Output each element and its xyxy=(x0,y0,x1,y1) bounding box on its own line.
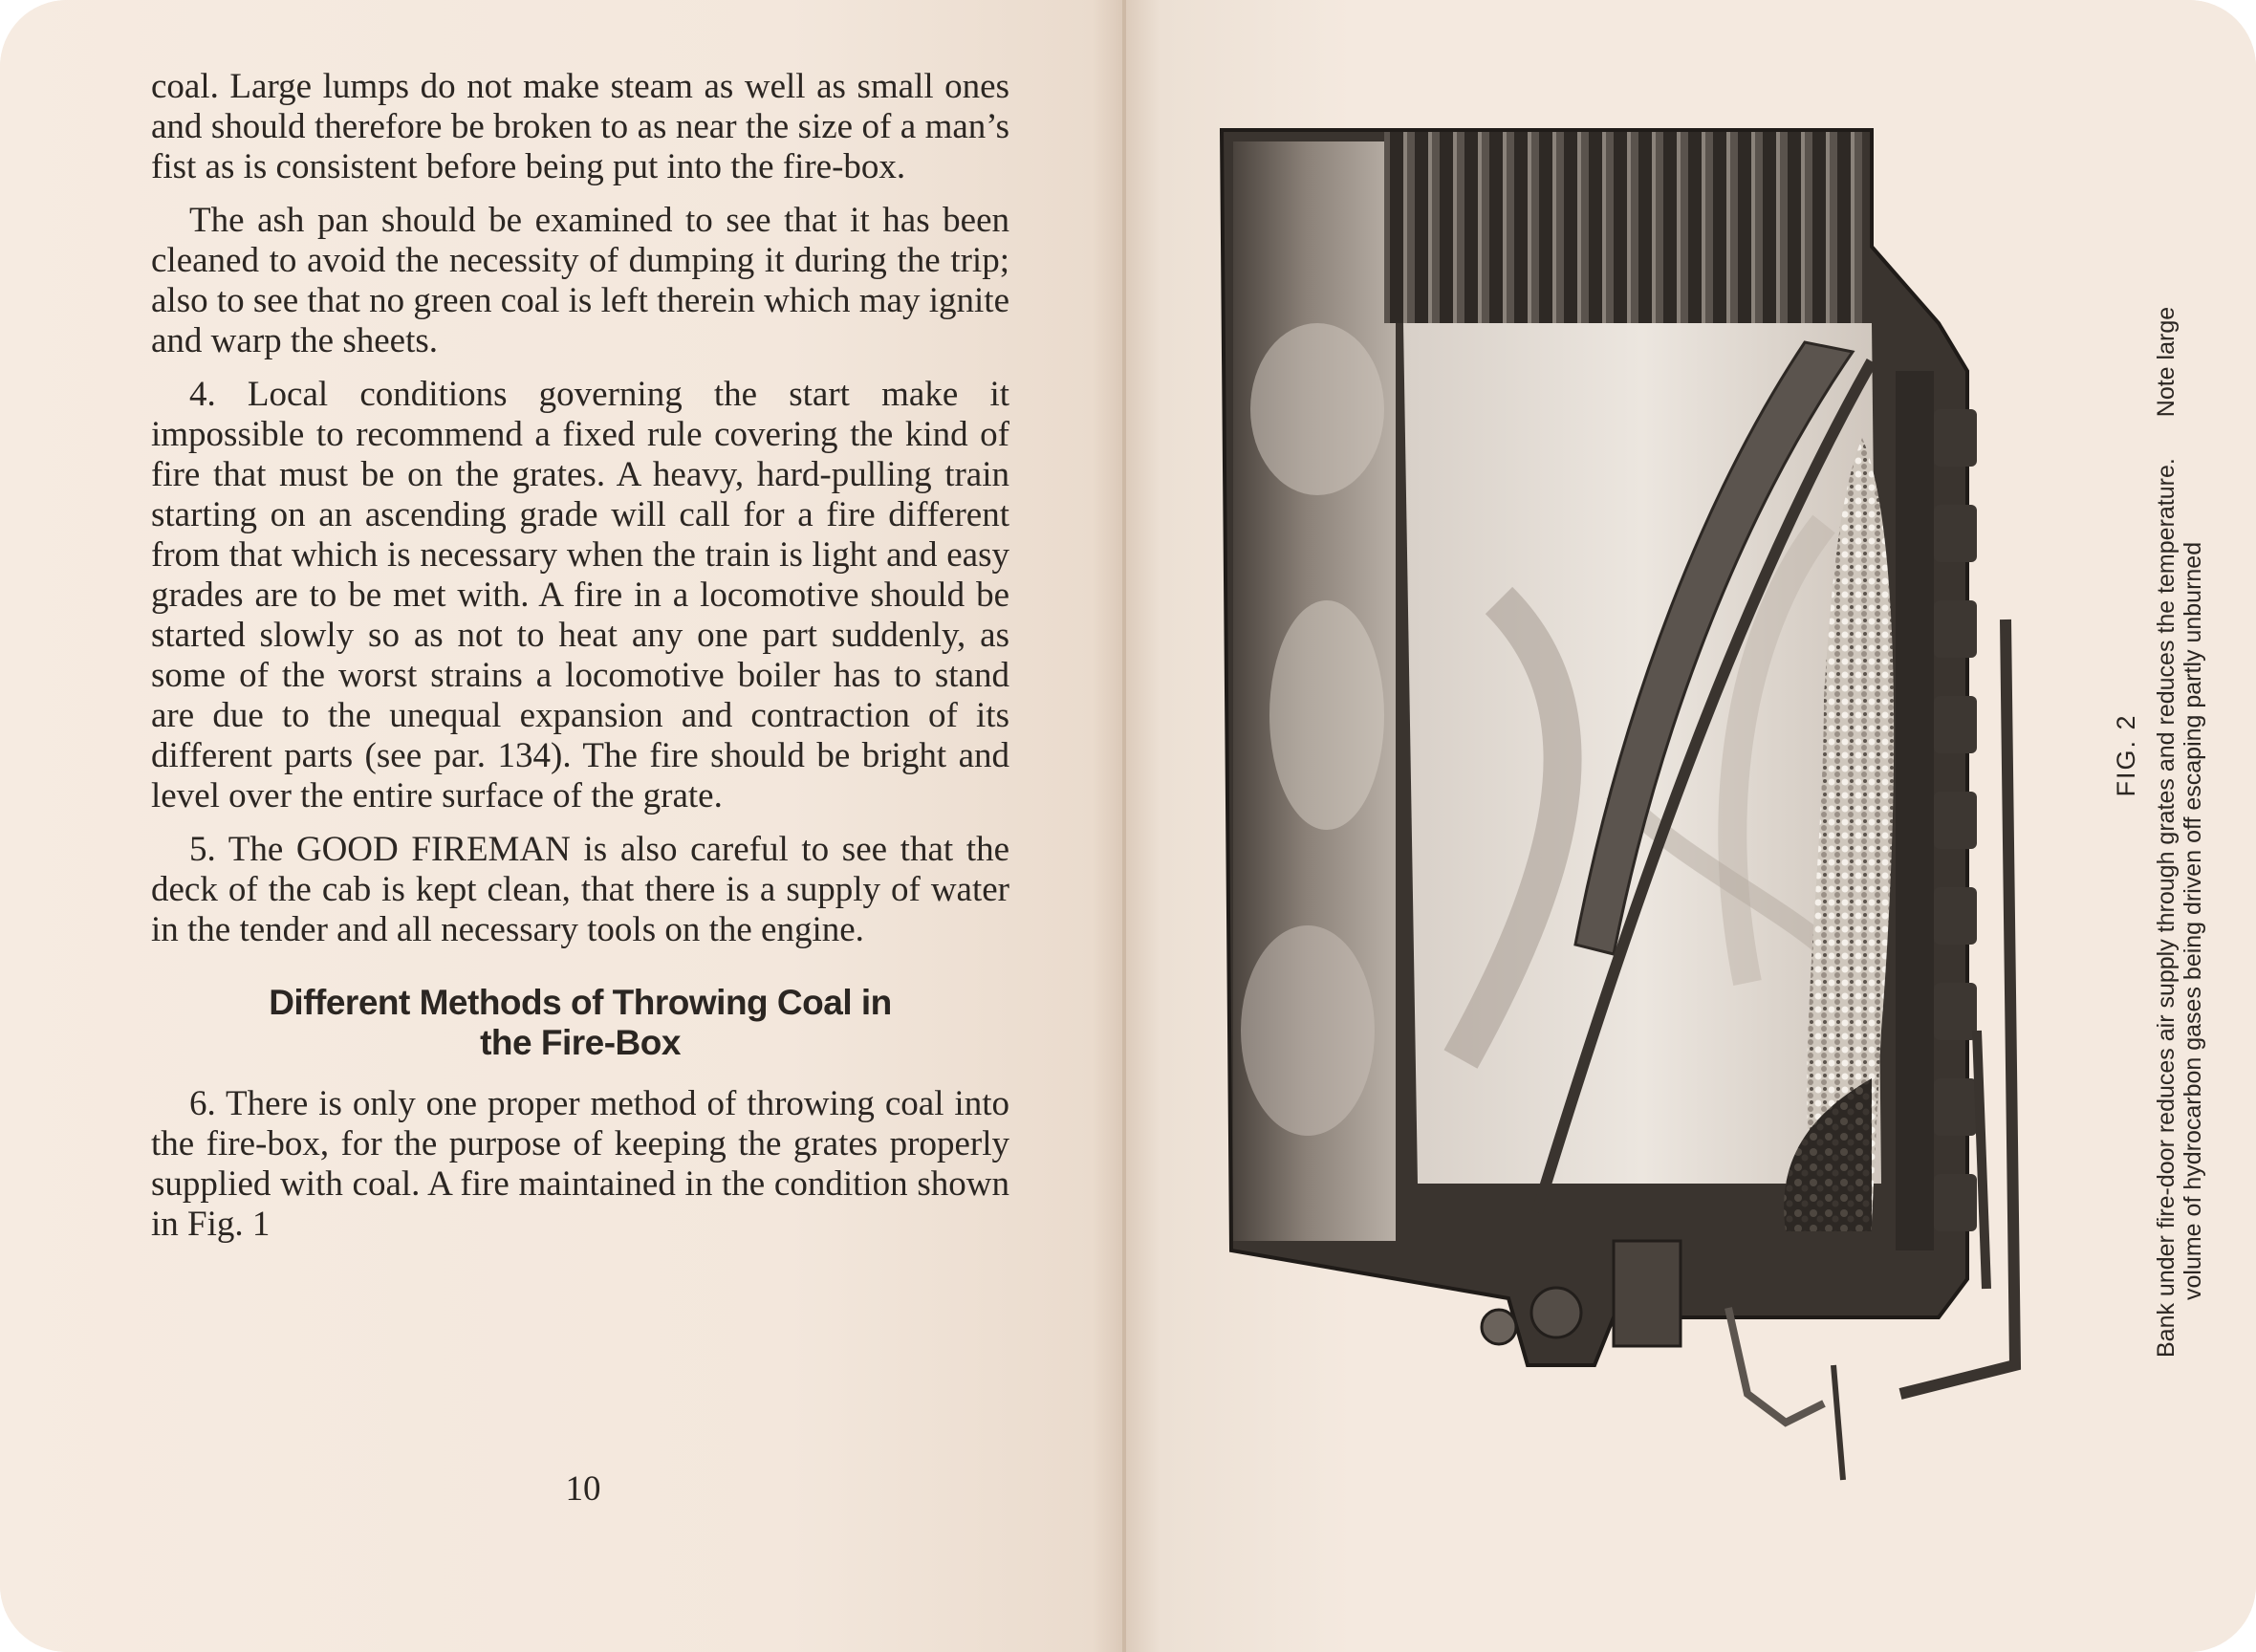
paragraph-5: 5. The GOOD FIREMAN is also careful to see that the deck of the cab is kept clean, that there is a supply of water in the tender and all necessary tools on the engine. xyxy=(151,830,1009,949)
firebox-illustration xyxy=(1212,122,2053,1499)
paragraph-ash-pan: The ash pan should be examined to see that it has been cleaned to avoid the necessity of dumping it during the trip; also to see that no green coal is left therein which may ignite and warp the sheets. xyxy=(151,201,1009,360)
section-heading xyxy=(151,983,1009,1063)
paragraph-coal-size: coal. Large lumps do not make steam as well as small ones and should therefore be broken to as near the size of a man’s fist as is consistent before being put into the fire-box. xyxy=(151,67,1009,186)
caption-line-1-text: Bank under fire-door reduces air supply through grates and reduces the temperature. xyxy=(2153,458,2180,1358)
paragraph-4: 4. Local conditions governing the start make it impossible to recommend a fixed rule covering the kind of fire that must be on the grates. A heavy, hard-pulling train starting on an ascending grade will call for a fire different from that which is necessary when the train is light and easy grades are to be met with. A fire in a locomotive should be started slowly so as not to heat any one part suddenly, as some of the worst strains a locomotive boiler has to stand are due to the unequal expansion and contraction of its different parts (see par. 134). The fire should be bright and level over the entire surface of the grate. xyxy=(151,375,1009,815)
caption-line-1 xyxy=(2153,153,2180,1358)
figure-caption xyxy=(2113,153,2208,1358)
page-number: 10 xyxy=(565,1469,601,1509)
figure-label: FIG. 2 xyxy=(2112,713,2140,797)
section-heading-line-1: Different Methods of Throwing Coal in xyxy=(269,983,892,1022)
caption-line-2: volume of hydrocarbon gases being driven off escaping partly unburned xyxy=(2180,541,2206,1300)
left-page-text xyxy=(151,67,1009,1258)
figure-caption-rotated xyxy=(2113,153,2208,1358)
left-page xyxy=(0,0,1126,1652)
paragraph-6: 6. There is only one proper method of throwing coal into the fire-box, for the purpose of keeping the grates properly supplied with coal. A fire maintained in the condition shown in Fig. 1 xyxy=(151,1084,1009,1244)
caption-line-1-end: Note large xyxy=(2153,306,2180,418)
section-heading-line-2: the Fire-Box xyxy=(480,1023,681,1062)
